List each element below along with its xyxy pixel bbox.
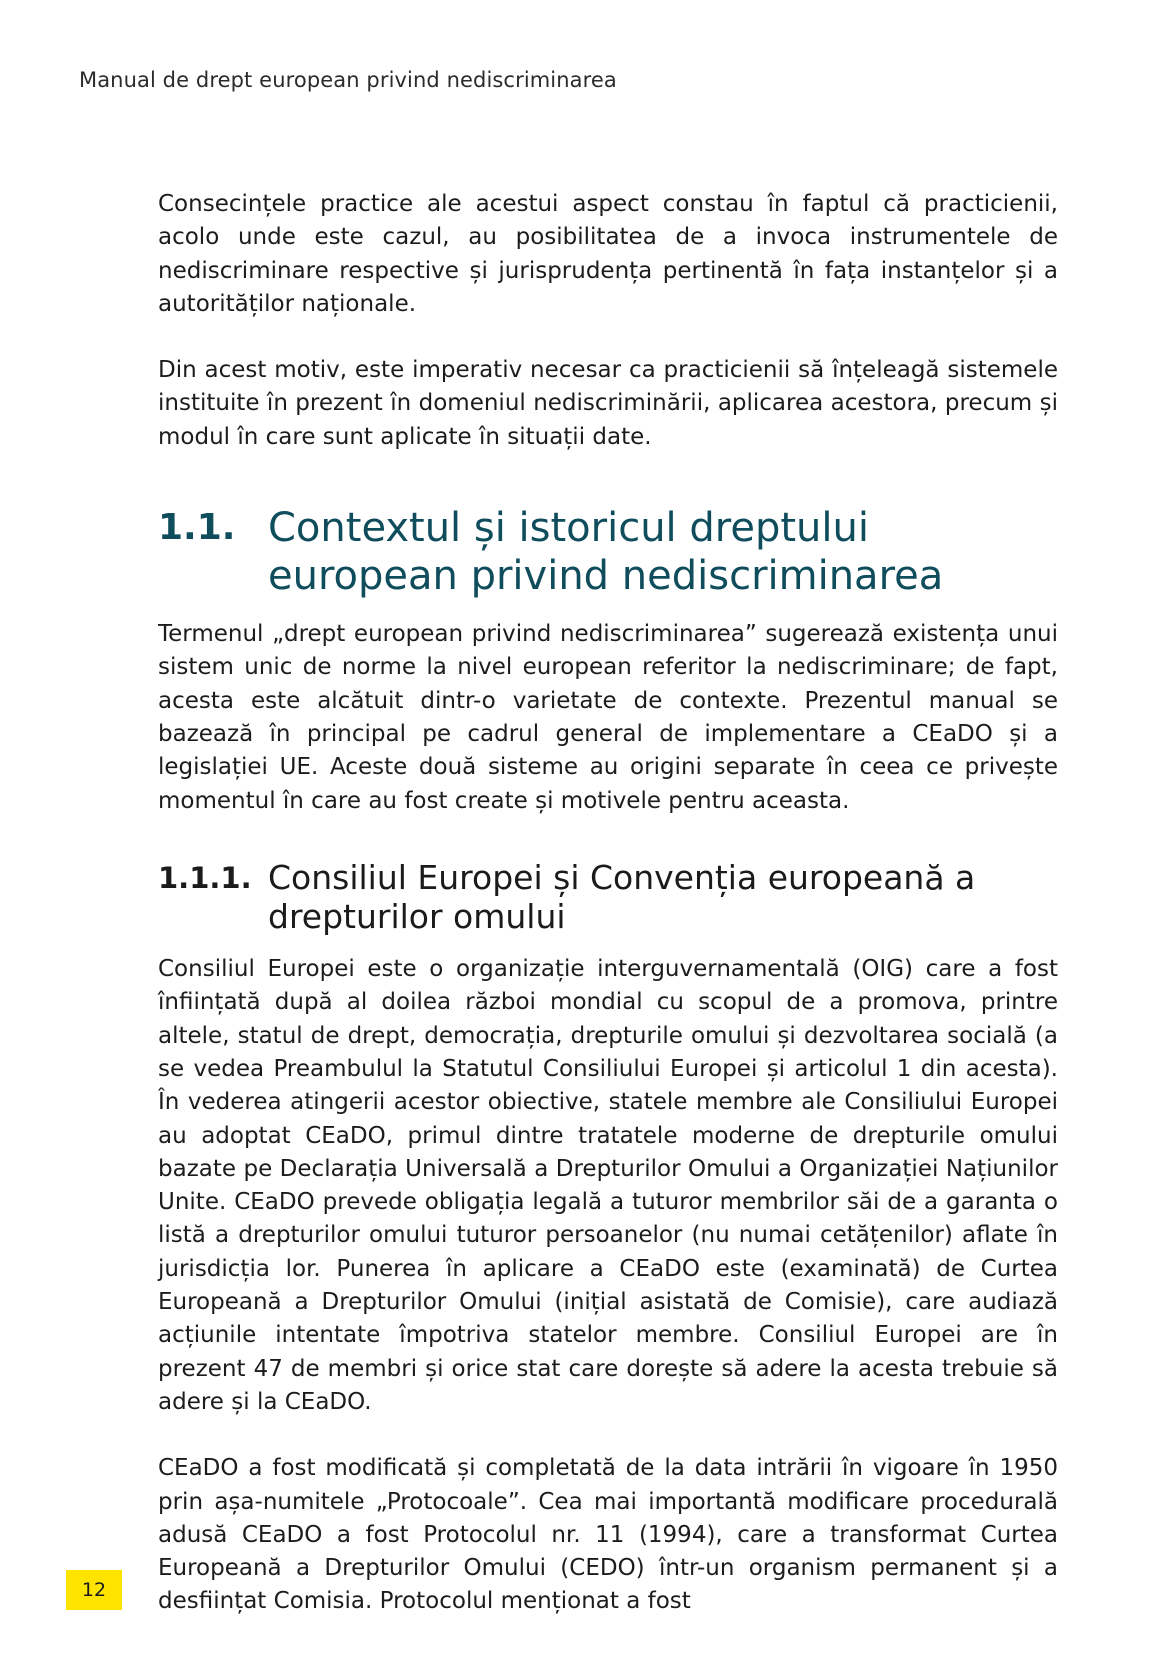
subsection-paragraph-2: CEaDO a fost modificată și completată de la data intrării în vigoare în 1950 prin așa-numitele „Protocoale”. Cea mai importantă modificare procedurală adusă CEaDO a fost Protocolul nr. 11 (1994), care a transformat Curtea Europeană a Drepturilor Omului (CEDO) într-un organism permanent și a desființat Comisia. Protocolul menționat a fost — [158, 1455, 1058, 1615]
intro-paragraph-1: Consecințele practice ale acestui aspect constau în faptul că practicienii, acolo unde este cazul, au posibilitatea de a invoca instrumentele de nediscriminare respective și jurisprudența pertinentă în fața instanțelor și a autorităților naționale. — [158, 191, 1058, 317]
subsection-title: Consiliul Europei și Convenția europeană a drepturilor omului — [268, 857, 976, 937]
section-1-1-paragraph: Termenul „drept european privind nediscriminarea” sugerează existența unui sistem unic de norme la nivel european referitor la nediscriminare; de fapt, acesta este alcătuit dintr-o varietate de contexte. Prezentul manual se bazează în principal pe cadrul general de implementare a CEaDO și a legislației UE. Aceste două sisteme au origini separate în ceea ce privește momentul în care au fost create și motivele pentru aceasta. — [158, 621, 1058, 814]
intro-paragraph-2: Din acest motiv, este imperativ necesar ca practicienii să înțeleagă sistemele instituite în prezent în domeniul nediscriminării, aplicarea acestora, precum și modul în care sunt aplicate în situații date. — [158, 357, 1058, 450]
page-content — [158, 188, 1058, 1619]
section-title: Contextul și istoricul dreptului european privind nediscriminarea — [268, 505, 944, 600]
section-heading-1-1 — [158, 504, 1058, 600]
section-number: 1.1. — [158, 507, 236, 549]
page-number-badge: 12 — [66, 1570, 122, 1610]
subsection-heading-1-1-1 — [158, 858, 1058, 937]
running-header: Manual de drept european privind nediscriminarea — [79, 68, 617, 92]
subsection-number: 1.1.1. — [158, 860, 252, 895]
subsection-paragraph-1: Consiliul Europei este o organizație interguvernamentală (OIG) care a fost înființată după al doilea război mondial cu scopul de a promova, printre altele, statul de drept, democrația, drepturile omului și dezvoltarea socială (a se vedea Preambulul la Statutul Consiliului Europei și articolul 1 din acesta). În vederea atingerii acestor obiective, statele membre ale Consiliului Europei au adoptat CEaDO, primul dintre tratatele moderne de drepturile omului bazate pe Declarația Universală a Drepturilor Omului a Organizației Națiunilor Unite. CEaDO prevede obligația legală a tuturor membrilor săi de a garanta o listă a drepturilor omului tuturor persoanelor (nu numai cetățenilor) aflate în jurisdicția lor. Punerea în aplicare a CEaDO este (examinată) de Curtea Europeană a Drepturilor Omului (inițial asistată de Comisie), care audiază acțiunile intentate împotriva statelor membre. Consiliul Europei are în prezent 47 de membri și orice stat care dorește să adere la acesta trebuie să adere și la CEaDO. — [158, 956, 1058, 1415]
